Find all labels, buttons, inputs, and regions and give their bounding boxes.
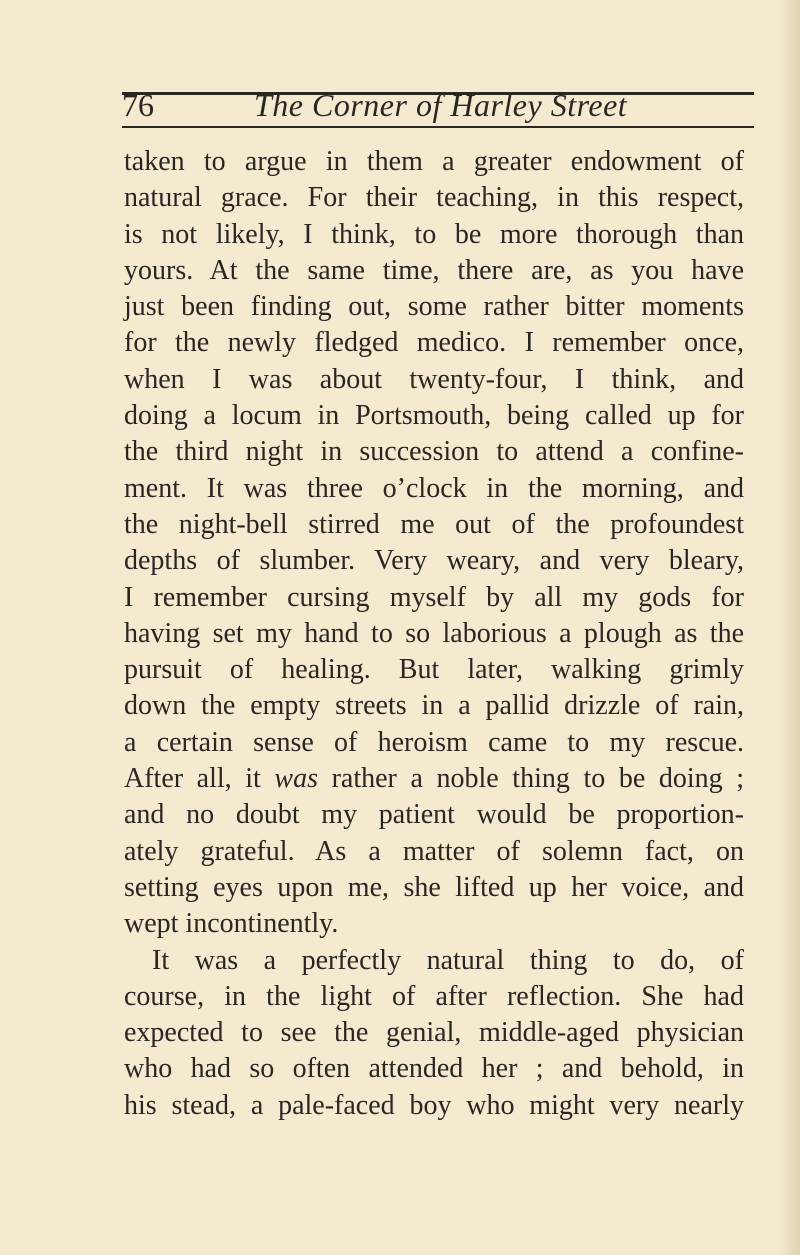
text-line: down the empty streets in a pallid drizzle of rain, xyxy=(124,690,744,722)
paragraph-last-line: wept incontinently. xyxy=(124,908,339,940)
text-line: natural grace. For their teaching, in this respect, xyxy=(124,182,744,214)
text-line: and no doubt my patient would be proportion- xyxy=(124,799,744,831)
text-line: ment. It was three o’clock in the morning, and xyxy=(124,472,744,504)
text-line: setting eyes upon me, she lifted up her voice, and xyxy=(124,871,744,903)
text-line: the third night in succession to attend a confine- xyxy=(124,436,744,468)
text-line: course, in the light of after reflection. She had xyxy=(124,980,744,1012)
running-title: The Corner of Harley Street xyxy=(254,87,628,123)
text-line: just been finding out, some rather bitter moments xyxy=(124,291,744,323)
text-line: depths of slumber. Very weary, and very bleary, xyxy=(124,545,744,577)
text-span: rather a noble thing to be doing ; xyxy=(318,763,745,795)
text-line-with-italic xyxy=(124,761,744,797)
text-span: After all, it xyxy=(124,763,275,795)
page-header xyxy=(122,84,754,126)
paragraph-first-line: It was a perfectly natural thing to do, of xyxy=(152,944,744,976)
page-number: 76 xyxy=(122,87,154,123)
text-line: is not likely, I think, to be more thorough than xyxy=(124,218,744,250)
page-edge-shadow xyxy=(778,0,800,1255)
text-line: taken to argue in them a greater endowment of xyxy=(124,146,744,177)
header-rule-bottom xyxy=(122,126,754,128)
text-line: his stead, a pale-faced boy who might very nearly xyxy=(124,1089,744,1121)
text-line: the night-bell stirred me out of the profoundest xyxy=(124,508,744,540)
text-line: when I was about twenty-four, I think, and xyxy=(124,363,744,395)
text-line: expected to see the genial, middle-aged physician xyxy=(124,1017,744,1049)
text-line: ately grateful. As a matter of solemn fact, on xyxy=(124,835,744,867)
text-line: for the newly fledged medico. I remember once, xyxy=(124,327,744,359)
text-line: I remember cursing myself by all my gods for xyxy=(124,581,744,613)
text-line: pursuit of healing. But later, walking grimly xyxy=(124,654,744,686)
text-line: a certain sense of heroism came to my rescue. xyxy=(124,726,744,758)
text-line: who had so often attended her ; and behold, in xyxy=(124,1053,744,1085)
text-line: having set my hand to so laborious a plough as the xyxy=(124,617,744,649)
italic-word: was xyxy=(274,763,318,795)
body-text xyxy=(124,144,744,1124)
text-line: yours. At the same time, there are, as you have xyxy=(124,254,744,286)
text-line: doing a locum in Portsmouth, being called up for xyxy=(124,400,744,432)
